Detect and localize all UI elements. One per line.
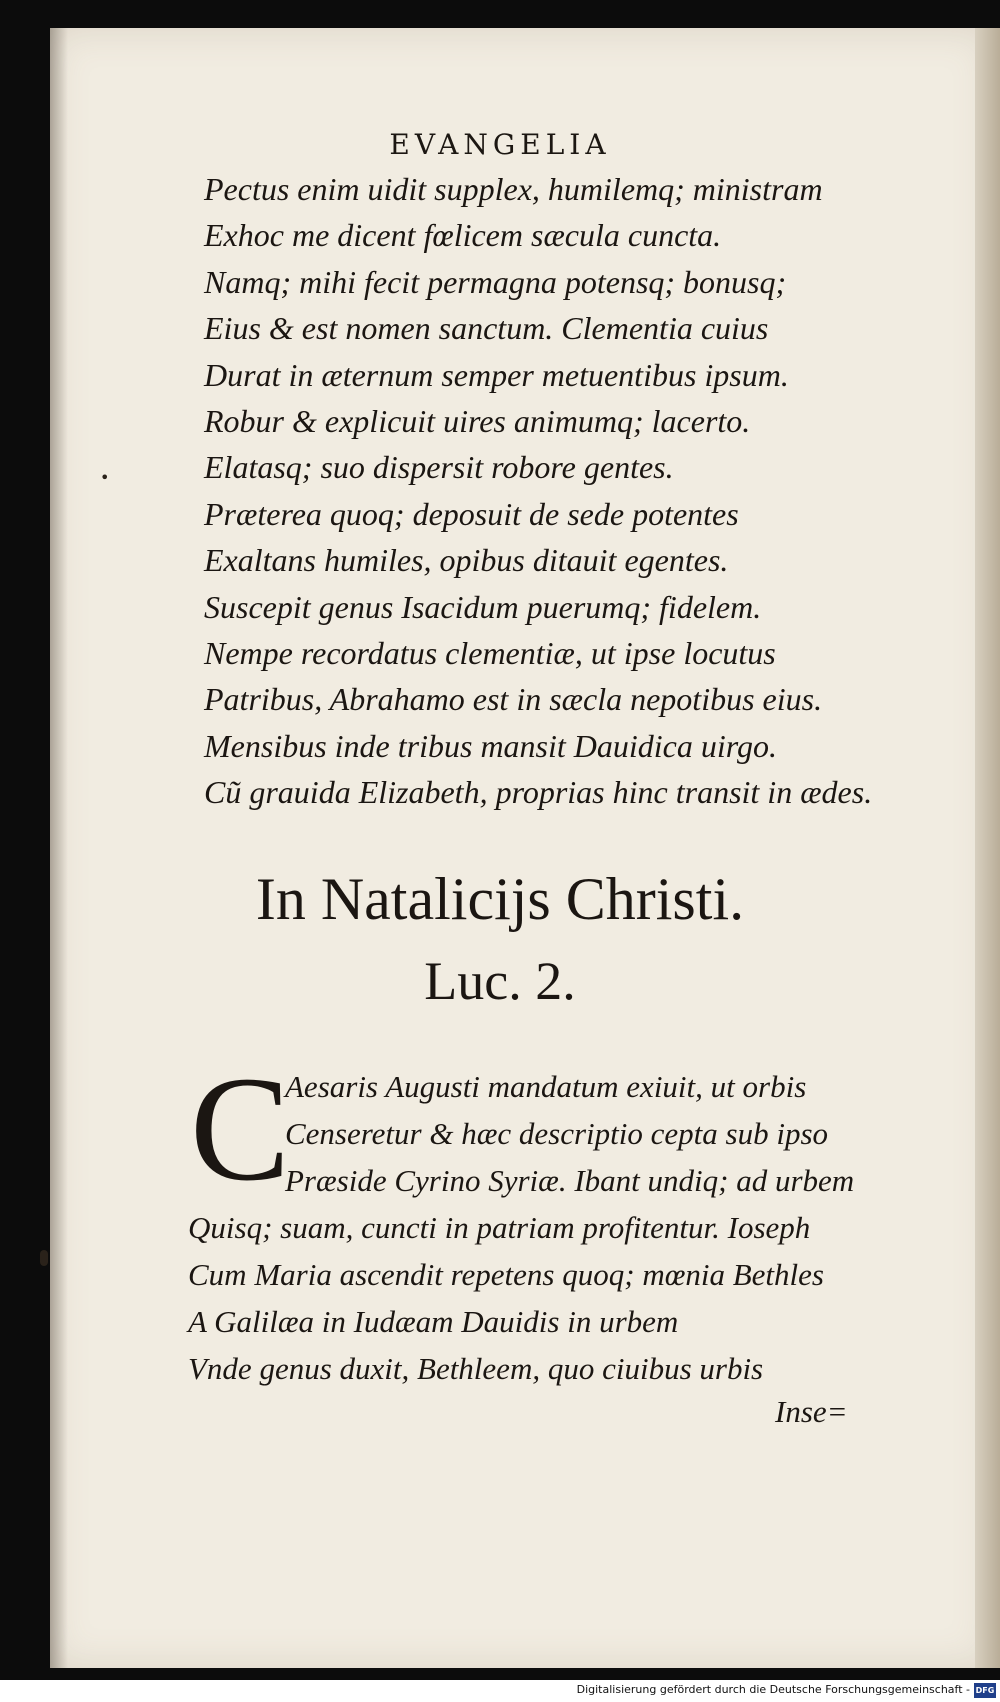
verse-line: Aesaris Augusti mandatum exiuit, ut orbis (285, 1069, 807, 1104)
verse-line: Durat in æternum semper metuentibus ipsum. (204, 356, 789, 393)
verse-line: Suscepit genus Isacidum puerumq; fidelem. (204, 588, 762, 625)
page-edge (975, 28, 1000, 1668)
verse-line: Quisq; suam, cuncti in patriam profitentur. Ioseph (188, 1210, 811, 1245)
drop-cap: C (190, 1046, 291, 1212)
verse-line: Patribus, Abrahamo est in sæcla nepotibus eius. (204, 681, 823, 718)
digitization-credit: Digitalisierung gefördert durch die Deutsche Forschungsgemeinschaft - (576, 1683, 970, 1696)
verse-line: Robur & explicuit uires animumq; lacerto. (204, 402, 751, 439)
verse-line: Mensibus inde tribus mansit Dauidica uirgo. (204, 727, 778, 764)
verse-line: Exhoc me dicent fœlicem sæcula cuncta. (204, 217, 722, 254)
verse-line: Pectus enim uidit supplex, humilemq; ministram (204, 171, 823, 207)
verse-line: Exaltans humiles, opibus ditauit egentes. (204, 542, 729, 579)
verse-line: Namq; mihi fecit permagna potensq; bonusq; (204, 263, 787, 300)
verse-line: A Galilæa in Iudæam Dauidis in urbem (188, 1304, 679, 1339)
verse-line: Præside Cyrino Syriæ. Ibant undiq; ad urbem (285, 1163, 855, 1198)
running-head: EVANGELIA (389, 128, 611, 161)
verse-line: Eius & est nomen sanctum. Clementia cuius (204, 310, 769, 347)
verse-line: Cum Maria ascendit repetens quoq; mœnia Bethles (188, 1257, 824, 1292)
nativity-verses (188, 1063, 928, 1392)
section-subtitle: Luc. 2. (424, 951, 576, 1011)
magnificat-verses (204, 166, 934, 815)
gutter-shadow (50, 28, 68, 1668)
verse-line: Nempe recordatus clementiæ, ut ipse locutus (204, 634, 776, 671)
ink-mark: • (100, 468, 110, 487)
verse-line: Cũ grauida Elizabeth, proprias hinc transit in ædes. (204, 774, 873, 811)
margin-ink-dot (40, 1250, 48, 1266)
section-title: In Natalicijs Christi. (255, 866, 745, 932)
dfg-logo-icon: DFG (974, 1683, 996, 1698)
verse-line: Elatasq; suo dispersit robore gentes. (204, 449, 674, 486)
verse-line: Censeretur & hæc descriptio cepta sub ipso (285, 1116, 829, 1151)
verse-line: Præterea quoq; deposuit de sede potentes (204, 495, 739, 532)
catchword: Inse= (775, 1394, 848, 1429)
verse-line: Vnde genus duxit, Bethleem, quo ciuibus urbis (188, 1351, 764, 1386)
